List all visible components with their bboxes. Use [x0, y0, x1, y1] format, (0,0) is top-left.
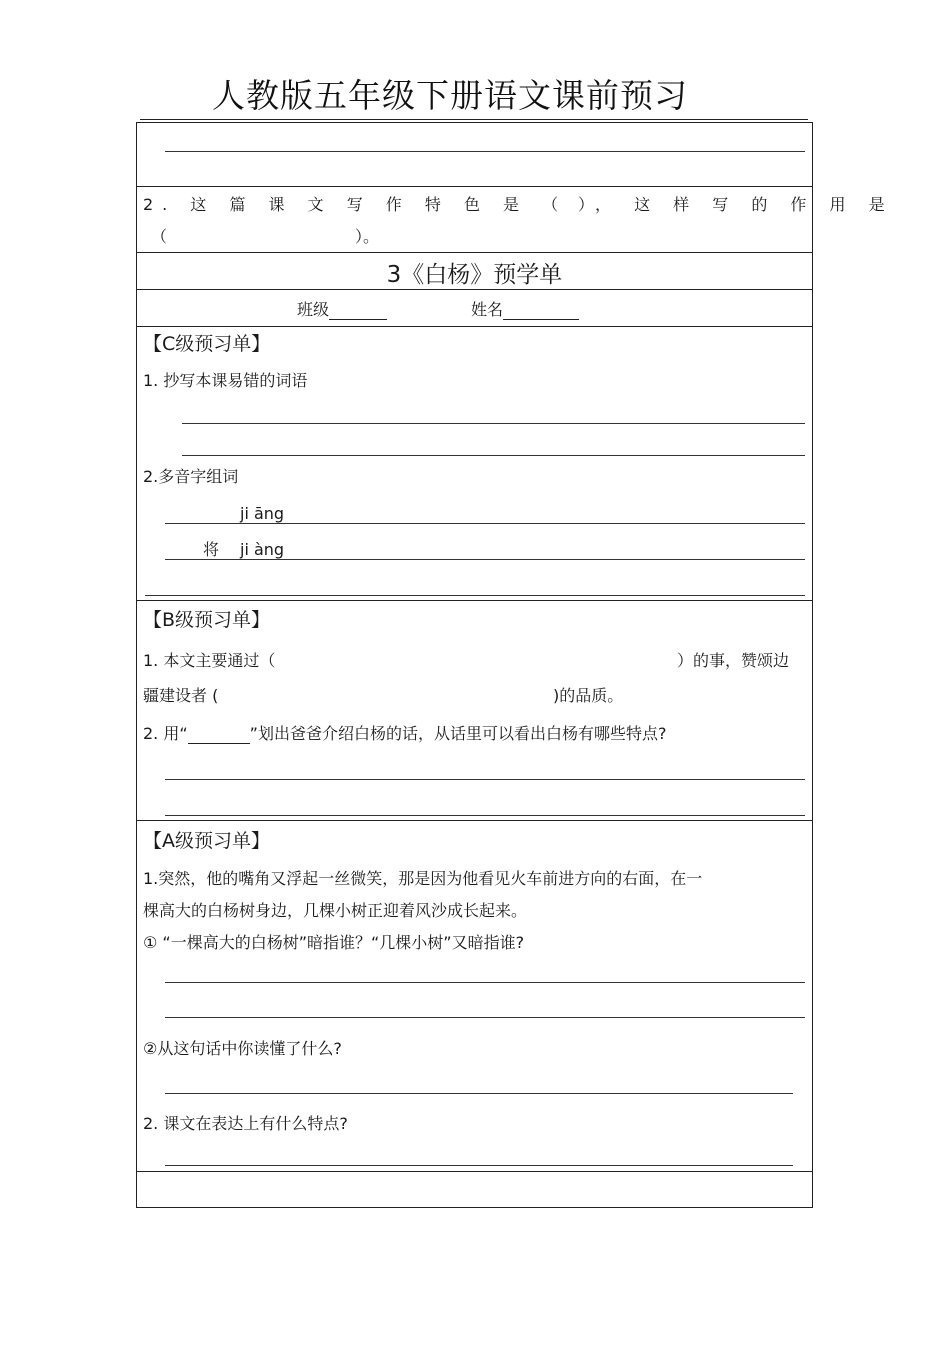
- answer-line[interactable]: [165, 559, 805, 560]
- answer-line[interactable]: [145, 595, 805, 596]
- question-text: （: [151, 227, 168, 246]
- level-b-q1: 疆建设者 (: [143, 686, 219, 705]
- level-b-heading: 【B级预习单】: [143, 609, 271, 631]
- polyphone-char: 将: [203, 540, 220, 559]
- level-c-q2: 2.多音字组词: [143, 467, 239, 486]
- answer-line[interactable]: [165, 815, 805, 816]
- name-label-text: 姓名: [471, 300, 504, 319]
- row-divider: [137, 1171, 812, 1172]
- level-b-q1: )的品质。: [553, 686, 624, 705]
- level-b-q1: ）的事，赞颂边: [677, 651, 790, 670]
- level-a-sub1: ① “一棵高大的白杨树”暗指谁？“几棵小树”又暗指谁?: [143, 933, 525, 952]
- answer-line[interactable]: [165, 1093, 793, 1094]
- class-label: [297, 299, 387, 320]
- pinyin-jiang1: ji āng: [240, 504, 285, 523]
- page-title: 人教版五年级下册语文课前预习: [212, 76, 688, 115]
- worksheet-table: [136, 122, 894, 1208]
- level-a-q2: 2. 课文在表达上有什么特点?: [143, 1114, 348, 1133]
- answer-line[interactable]: [182, 455, 805, 456]
- level-c-q1: 1. 抄写本课易错的词语: [143, 371, 308, 390]
- question-text: ）。: [355, 227, 380, 246]
- answer-line[interactable]: [182, 423, 805, 424]
- level-a-heading: 【A级预习单】: [143, 830, 270, 852]
- row-divider: [137, 600, 812, 601]
- row-divider: [137, 326, 812, 327]
- level-a-sub2: ②从这句话中你读懂了什么?: [143, 1039, 342, 1058]
- title-rule: [140, 119, 808, 120]
- underline-sample: [188, 725, 250, 744]
- class-field[interactable]: [329, 299, 387, 320]
- level-b-q2: [143, 724, 666, 744]
- class-label-text: 班级: [297, 300, 330, 319]
- name-label: [471, 299, 579, 320]
- answer-line[interactable]: [165, 1017, 805, 1018]
- lesson-title: 3《白杨》预学单: [386, 262, 563, 288]
- answer-line[interactable]: [165, 779, 805, 780]
- answer-line[interactable]: [165, 151, 805, 152]
- answer-line[interactable]: [165, 982, 805, 983]
- level-a-passage: 棵高大的白杨树身边，几棵小树正迎着风沙成长起来。: [143, 901, 528, 920]
- question-text: 2. 这 篇 课 文 写 作 特 色 是 （: [143, 195, 568, 214]
- pinyin-jiang4: ji àng: [240, 540, 285, 559]
- level-b-q2-text: 2. 用“: [143, 724, 188, 743]
- question-text: ）， 这 样 写 的 作 用 是: [578, 195, 894, 214]
- level-a-passage: 1.突然，他的嘴角又浮起一丝微笑，那是因为他看见火车前进方向的右面，在一: [143, 869, 703, 888]
- level-c-heading: 【C级预习单】: [143, 333, 271, 355]
- row-divider: [137, 186, 812, 187]
- answer-line[interactable]: [165, 523, 805, 524]
- row-divider: [137, 820, 812, 821]
- level-b-q1: 1. 本文主要通过（: [143, 651, 276, 670]
- level-b-q2-text: ”划出爸爸介绍白杨的话，从话里可以看出白杨有哪些特点?: [249, 724, 667, 743]
- row-divider: [137, 289, 812, 290]
- answer-line[interactable]: [165, 1165, 793, 1166]
- name-field[interactable]: [503, 299, 579, 320]
- row-divider: [137, 252, 812, 253]
